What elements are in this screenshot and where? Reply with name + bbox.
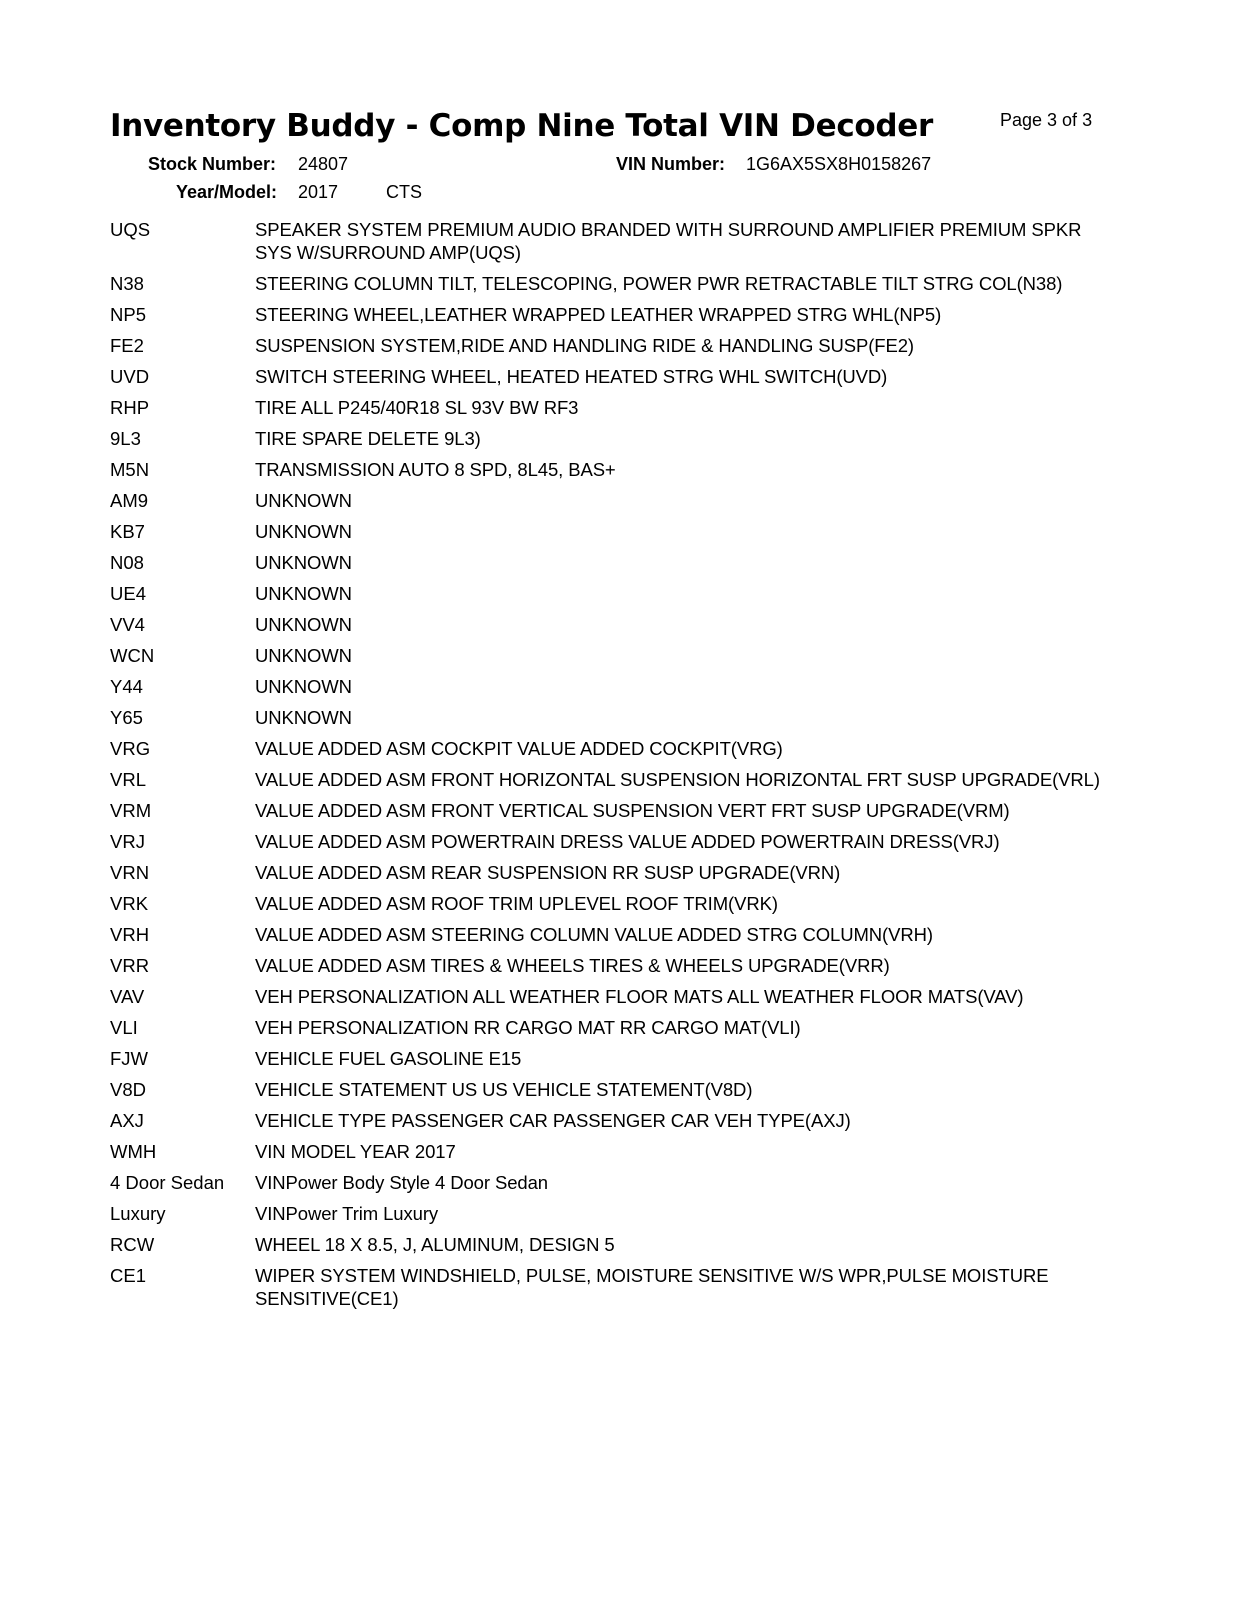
option-code: 4 Door Sedan (110, 1172, 225, 1193)
vin-number-value: 1G6AX5SX8H0158267 (746, 154, 932, 174)
option-code: Y65 (110, 707, 143, 728)
option-description: VALUE ADDED ASM ROOF TRIM UPLEVEL ROOF TRIM(VRK) (255, 893, 778, 914)
option-row (110, 520, 1120, 543)
option-code: VRH (110, 924, 150, 945)
option-row (110, 551, 1120, 574)
option-description: VEH PERSONALIZATION ALL WEATHER FLOOR MATS ALL WEATHER FLOOR MATS(VAV) (255, 986, 1024, 1007)
option-description: VEHICLE TYPE PASSENGER CAR PASSENGER CAR VEH TYPE(AXJ) (255, 1110, 851, 1131)
option-description: STEERING COLUMN TILT, TELESCOPING, POWER PWR RETRACTABLE TILT STRG COL(N38) (255, 273, 1063, 294)
option-row (110, 675, 1120, 698)
option-description: UNKNOWN (255, 676, 352, 697)
option-code: WMH (110, 1141, 157, 1162)
option-row (110, 1171, 1120, 1194)
option-row (110, 706, 1120, 729)
option-description: VALUE ADDED ASM TIRES & WHEELS TIRES & WHEELS UPGRADE(VRR) (255, 955, 890, 976)
option-description: SUSPENSION SYSTEM,RIDE AND HANDLING RIDE & HANDLING SUSP(FE2) (255, 335, 914, 356)
option-code: AXJ (110, 1110, 144, 1131)
stock-number-label (148, 154, 276, 175)
option-code: VV4 (110, 614, 145, 635)
option-row (110, 799, 1120, 822)
option-row (110, 582, 1120, 605)
option-row (110, 1109, 1120, 1132)
option-row (110, 1264, 1120, 1310)
vin-number-label-text: VIN Number: (616, 154, 726, 174)
option-description: UNKNOWN (255, 707, 352, 728)
option-description: UNKNOWN (255, 490, 352, 511)
option-code: UVD (110, 366, 150, 387)
option-code: UE4 (110, 583, 146, 604)
option-row (110, 768, 1120, 791)
option-description: WHEEL 18 X 8.5, J, ALUMINUM, DESIGN 5 (255, 1234, 615, 1255)
option-description: TIRE SPARE DELETE 9L3) (255, 428, 481, 449)
option-row (110, 272, 1120, 295)
year-model-label-text: Year/Model: (176, 182, 278, 202)
option-code: 9L3 (110, 428, 141, 449)
option-row (110, 365, 1120, 388)
option-code: V8D (110, 1079, 146, 1100)
option-code: Luxury (110, 1203, 166, 1224)
option-code: VRK (110, 893, 149, 914)
option-row (110, 1078, 1120, 1101)
stock-number-label-text: Stock Number: (148, 154, 277, 174)
option-code: VRL (110, 769, 146, 790)
option-code: N38 (110, 273, 144, 294)
option-description: VALUE ADDED ASM STEERING COLUMN VALUE ADDED STRG COLUMN(VRH) (255, 924, 933, 945)
option-row (110, 303, 1120, 326)
option-description: UNKNOWN (255, 552, 352, 573)
option-description: VINPower Body Style 4 Door Sedan (255, 1172, 548, 1193)
option-row (110, 830, 1120, 853)
option-description: VEHICLE FUEL GASOLINE E15 (255, 1048, 522, 1069)
option-row (110, 613, 1120, 636)
option-description: UNKNOWN (255, 521, 352, 542)
option-code: RHP (110, 397, 150, 418)
option-description: VALUE ADDED ASM COCKPIT VALUE ADDED COCKPIT(VRG) (255, 738, 783, 759)
option-code: AM9 (110, 490, 149, 511)
option-code: CE1 (110, 1265, 146, 1286)
option-code: VRR (110, 955, 150, 976)
option-description: STEERING WHEEL,LEATHER WRAPPED LEATHER WRAPPED STRG WHL(NP5) (255, 304, 942, 325)
option-description: VALUE ADDED ASM REAR SUSPENSION RR SUSP UPGRADE(VRN) (255, 862, 841, 883)
option-code: VAV (110, 986, 145, 1007)
option-row (110, 1047, 1120, 1070)
option-row (110, 427, 1120, 450)
vin-number-label (616, 154, 725, 175)
option-row (110, 1233, 1120, 1256)
option-code: M5N (110, 459, 150, 480)
option-code: N08 (110, 552, 144, 573)
option-code-list (110, 218, 1120, 1318)
option-code: Y44 (110, 676, 143, 697)
option-code: VRG (110, 738, 151, 759)
option-code: FJW (110, 1048, 149, 1069)
year-model-label (176, 182, 277, 203)
option-code: KB7 (110, 521, 145, 542)
option-description: SPEAKER SYSTEM PREMIUM AUDIO BRANDED WITH SURROUND AMPLIFIER PREMIUM SPKR SYS W/SURROUND AMP(UQS) (255, 219, 1082, 263)
option-description: UNKNOWN (255, 614, 352, 635)
option-code: NP5 (110, 304, 146, 325)
option-code: FE2 (110, 335, 144, 356)
option-row (110, 892, 1120, 915)
option-description: SWITCH STEERING WHEEL, HEATED HEATED STRG WHL SWITCH(UVD) (255, 366, 888, 387)
page-indicator: Page 3 of 3 (1000, 110, 1093, 130)
option-description: WIPER SYSTEM WINDSHIELD, PULSE, MOISTURE SENSITIVE W/S WPR,PULSE MOISTURE SENSITIVE(CE1) (255, 1265, 1049, 1309)
page-title: Inventory Buddy - Comp Nine Total VIN Decoder (110, 108, 934, 144)
option-row (110, 1016, 1120, 1039)
option-row (110, 737, 1120, 760)
option-description: VALUE ADDED ASM POWERTRAIN DRESS VALUE ADDED POWERTRAIN DRESS(VRJ) (255, 831, 1000, 852)
option-description: VEHICLE STATEMENT US US VEHICLE STATEMENT(V8D) (255, 1079, 753, 1100)
option-row (110, 644, 1120, 667)
option-row (110, 396, 1120, 419)
option-row (110, 923, 1120, 946)
option-description: VEH PERSONALIZATION RR CARGO MAT RR CARGO MAT(VLI) (255, 1017, 801, 1038)
stock-number-value: 24807 (298, 154, 349, 174)
option-code: VRM (110, 800, 152, 821)
option-code: VRJ (110, 831, 145, 852)
option-row (110, 985, 1120, 1008)
option-description: TRANSMISSION AUTO 8 SPD, 8L45, BAS+ (255, 459, 616, 480)
option-description: UNKNOWN (255, 645, 352, 666)
option-description: UNKNOWN (255, 583, 352, 604)
year-value: 2017 (298, 182, 339, 202)
option-row (110, 954, 1120, 977)
option-code: WCN (110, 645, 155, 666)
option-row (110, 1140, 1120, 1163)
option-row (110, 458, 1120, 481)
option-description: VALUE ADDED ASM FRONT VERTICAL SUSPENSION VERT FRT SUSP UPGRADE(VRM) (255, 800, 1010, 821)
option-description: VIN MODEL YEAR 2017 (255, 1141, 456, 1162)
option-code: RCW (110, 1234, 155, 1255)
option-row (110, 861, 1120, 884)
option-description: VALUE ADDED ASM FRONT HORIZONTAL SUSPENSION HORIZONTAL FRT SUSP UPGRADE(VRL) (255, 769, 1100, 790)
option-code: UQS (110, 219, 151, 240)
option-row (110, 218, 1120, 264)
option-row (110, 334, 1120, 357)
option-description: VINPower Trim Luxury (255, 1203, 439, 1224)
option-row (110, 489, 1120, 512)
option-code: VRN (110, 862, 150, 883)
option-description: TIRE ALL P245/40R18 SL 93V BW RF3 (255, 397, 579, 418)
option-code: VLI (110, 1017, 138, 1038)
model-value: CTS (386, 182, 422, 202)
option-row (110, 1202, 1120, 1225)
